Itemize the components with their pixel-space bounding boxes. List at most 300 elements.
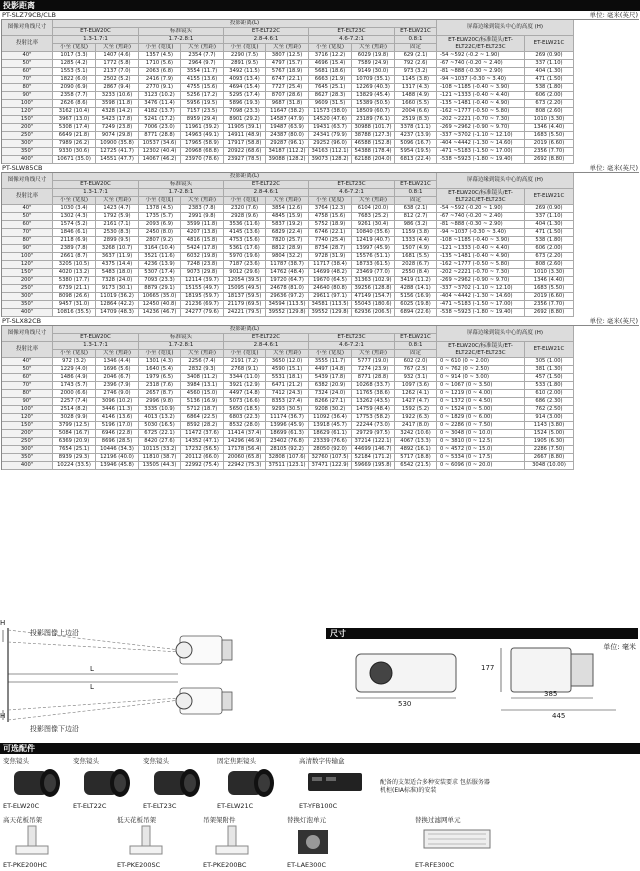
projector-drawing (326, 640, 638, 740)
table-cell: 8771 (28.8) (139, 132, 181, 140)
table-cell: 3764 (12.3) (309, 205, 352, 213)
table-cell: 1792 (5.9) (96, 213, 139, 221)
table-cell: 3205 (10.5) (53, 261, 96, 269)
table-cell: 37214 (122.1) (352, 438, 395, 446)
table-cell: 7248 (23.8) (181, 261, 224, 269)
accessory-category: 变焦镜头 (73, 757, 99, 765)
screen-size: 400" (2, 156, 53, 164)
table-cell: 19487 (63.9) (266, 124, 309, 132)
table-cell: 3807 (12.5) (266, 52, 309, 60)
table-cell: 21236 (69.7) (181, 301, 224, 309)
table-cell: 14762 (48.4) (266, 269, 309, 277)
table-cell: 2768 (9.1) (224, 366, 266, 374)
table-cell: 1143 (3.80) (525, 422, 574, 430)
diagram-top-label: 投影图像上边沿 (30, 629, 79, 637)
table-cell: 9074 (29.8) (96, 132, 139, 140)
table-cell: 1302 (4.3) (53, 213, 96, 221)
table-cell: 3536 (11.6) (224, 221, 266, 229)
table-cell: 2867 (9.4) (96, 84, 139, 92)
table-cell: 9208 (30.2) (309, 406, 352, 414)
table-cell: 1145 (3.8) (395, 76, 437, 84)
table-cell: 2389 (7.8) (53, 245, 96, 253)
table-cell: 8098 (26.6) (53, 293, 96, 301)
model-name: PT-SLW85CB (2, 164, 43, 172)
wide-label: 小至 (宽度) (309, 197, 352, 205)
elw21c-header: ET-ELW21C (525, 189, 574, 205)
table-cell: 2657 (8.7) (139, 390, 181, 398)
table-cell: 9728 (31.9) (309, 253, 352, 261)
table-cell: 17965 (58.9) (181, 140, 224, 148)
table-cell: 792 (2.6) (395, 60, 437, 68)
table-cell: 2354 (7.7) (181, 52, 224, 60)
table-cell: 7328 (24.0) (96, 277, 139, 285)
combo-lens-header: ET-ELW20C/标准镜头/ET-ELT22C/ET-ELT23C (437, 189, 525, 205)
table-cell: 15389 (50.5) (352, 100, 395, 108)
table-cell: 1301 (4.3) (139, 358, 181, 366)
screen-size: 80" (2, 237, 53, 245)
height-header: 屏幕边缘到镜头中心的高度 (H) (437, 20, 574, 36)
screen-size: 120" (2, 261, 53, 269)
table-cell: -471 ~5183 (-1.50 ~ 17.00) (437, 301, 525, 309)
lens-name: ET-ELT22C (224, 181, 309, 189)
table-cell: 55043 (180.6) (352, 301, 395, 309)
table-cell: 5531 (18.1) (266, 374, 309, 382)
table-cell: 1592 (5.2) (395, 406, 437, 414)
tele-label: 大至 (焦距) (96, 197, 139, 205)
model-name: PT-SLZ79CB/CLB (2, 11, 56, 19)
table-cell: 9073 (29.8) (181, 269, 224, 277)
table-cell: -67 ~740 (-0.20 ~ 2.40) (437, 60, 525, 68)
table-cell: 11019 (36.2) (96, 293, 139, 301)
table-cell: 9012 (29.6) (224, 269, 266, 277)
size-header: 图像对角线尺寸 (2, 20, 53, 36)
screen-size: 100" (2, 406, 53, 414)
table-cell: 1017 (3.3) (53, 52, 96, 60)
table-cell: 20112 (66.0) (181, 454, 224, 462)
table-cell: 6946 (22.8) (96, 430, 139, 438)
table-cell: 4753 (15.6) (224, 237, 266, 245)
table-cell: 305 (1.00) (525, 358, 574, 366)
table-cell: 6864 (22.5) (181, 414, 224, 422)
table-cell: 4093 (13.4) (224, 76, 266, 84)
table-cell: 6813 (22.4) (395, 156, 437, 164)
table-cell: 0 ~ 2286 (0 ~ 7.50) (437, 422, 525, 430)
table-cell: 1507 (4.9) (395, 245, 437, 253)
lens-name: 标准镜头 (139, 334, 224, 342)
table-cell: 8939 (29.3) (53, 454, 96, 462)
table-cell: 28105 (92.2) (266, 446, 309, 454)
table-cell: 8734 (28.7) (309, 245, 352, 253)
table-cell: 3716 (12.2) (309, 52, 352, 60)
screen-size: 350" (2, 454, 53, 462)
table-cell: 7093 (23.3) (139, 277, 181, 285)
table-cell: 5752 (18.9) (309, 221, 352, 229)
table-cell: 9687 (31.8) (266, 100, 309, 108)
table-cell: 5956 (19.5) (181, 100, 224, 108)
diagram-l1: L (90, 665, 94, 673)
table-cell: 62936 (206.5) (352, 309, 395, 317)
table-cell: 4816 (15.8) (181, 237, 224, 245)
table-cell: 337 (1.10) (525, 213, 574, 221)
table-cell: 2891 (9.5) (224, 60, 266, 68)
header-bar: 投影距离 (0, 0, 640, 11)
table-cell: 5970 (19.6) (224, 253, 266, 261)
table-cell: 28050 (92.0) (309, 446, 352, 454)
table-cell: 5196 (17.0) (96, 422, 139, 430)
table-cell: 1010 (3.30) (525, 269, 574, 277)
table-cell: 0 ~ 3810 (0 ~ 12.5) (437, 438, 525, 446)
table-cell: 6104 (20.0) (352, 205, 395, 213)
table-cell: 11810 (38.7) (139, 454, 181, 462)
table-cell: 34187 (112.2) (266, 148, 309, 156)
screen-size: 90" (2, 398, 53, 406)
unit-label: 单位: 毫米(英尺) (589, 317, 638, 325)
table-cell: 14067 (46.2) (139, 156, 181, 164)
table-cell: 2417 (8.0) (395, 422, 437, 430)
model-row (0, 11, 640, 19)
accessory-code: ET-LAE300C (287, 861, 327, 869)
table-cell: 610 (2.00) (525, 390, 574, 398)
table-cell: 14911 (48.9) (224, 132, 266, 140)
table-cell: 8266 (27.1) (309, 398, 352, 406)
table-cell: 13262 (43.5) (352, 398, 395, 406)
table-cell: 32808 (107.6) (266, 454, 309, 462)
dimensions-title: 尺寸 (326, 628, 638, 639)
table-cell: 12864 (42.2) (96, 301, 139, 309)
table-cell: 8627 (28.3) (309, 92, 352, 100)
table-cell: 15576 (51.1) (352, 253, 395, 261)
unit-label: 单位: 毫米(英尺) (589, 164, 638, 172)
table-cell: 39088 (128.2) (266, 156, 309, 164)
screen-size: 300" (2, 140, 53, 148)
table-cell: 2286 (7.50) (525, 446, 574, 454)
table-cell: 24678 (81.0) (266, 285, 309, 293)
model-row (0, 317, 640, 325)
screen-size: 100" (2, 100, 53, 108)
tele-label: 大至 (焦距) (266, 44, 309, 52)
table-cell: 5096 (16.7) (395, 140, 437, 148)
screen-size: 80" (2, 390, 53, 398)
table-cell: 11717 (38.4) (309, 261, 352, 269)
table-cell: -135 ~1481 (-0.40 ~ 4.90) (437, 253, 525, 261)
fixed-label: 固定 (395, 197, 437, 205)
table-cell: 12419 (40.7) (352, 237, 395, 245)
table-cell: 6747 (22.1) (266, 76, 309, 84)
projection-table (1, 19, 639, 164)
accessory-category: 吊架架附件 (203, 816, 236, 824)
table-cell: 14520 (47.6) (309, 116, 352, 124)
wide-label: 小至 (宽度) (139, 197, 181, 205)
combo-lens-header: ET-ELW20C/标准镜头/ET-ELT22C/ET-ELT23C (437, 342, 525, 358)
table-cell: 23927 (78.5) (224, 156, 266, 164)
table-cell: -81 ~888 (-0.30 ~ 2.90) (437, 68, 525, 76)
table-cell: -269 ~2962 (-0.90 ~ 9.70) (437, 124, 525, 132)
table-cell: -135 ~1481 (-0.40 ~ 4.90) (437, 100, 525, 108)
table-cell: 18629 (61.1) (309, 430, 352, 438)
table-cell: 10115 (33.2) (139, 446, 181, 454)
table-cell: 4067 (13.3) (395, 438, 437, 446)
table-cell: 2019 (6.60) (525, 293, 574, 301)
table-cell: 11472 (37.6) (181, 430, 224, 438)
table-cell: 4694 (15.4) (224, 84, 266, 92)
screen-size: 120" (2, 108, 53, 116)
table-cell: 2019 (6.60) (525, 140, 574, 148)
table-cell: 2356 (7.70) (525, 148, 574, 156)
table-cell: -471 ~5183 (-1.50 ~ 17.00) (437, 148, 525, 156)
tele-label: 大至 (焦距) (96, 44, 139, 52)
wide-label: 小至 (宽度) (53, 197, 96, 205)
table-cell: 7187 (23.6) (224, 261, 266, 269)
screen-size: 50" (2, 366, 53, 374)
table-cell: 1553 (5.1) (53, 68, 96, 76)
table-cell: 47149 (154.7) (352, 293, 395, 301)
table-cell: 2770 (9.1) (139, 84, 181, 92)
table-cell: 1262 (4.1) (395, 390, 437, 398)
table-cell: 3268 (10.7) (96, 245, 139, 253)
table-cell: 808 (2.60) (525, 261, 574, 269)
accessory-item (412, 815, 512, 871)
table-cell: 10816 (35.5) (53, 309, 96, 317)
accessory-code: ET-RFE300C (415, 861, 455, 869)
table-cell: 6803 (22.3) (224, 414, 266, 422)
table-cell: 1979 (6.5) (139, 374, 181, 382)
table-cell: 5084 (16.7) (53, 430, 96, 438)
table-cell: 1159 (3.8) (395, 229, 437, 237)
table-cell: 2063 (6.8) (139, 68, 181, 76)
table-cell: 269 (0.90) (525, 205, 574, 213)
table-cell: 1346 (4.4) (96, 358, 139, 366)
table-cell: 6471 (21.2) (266, 382, 309, 390)
distance-header: 投影距离(L) (53, 20, 437, 28)
table-cell: 4696 (15.4) (309, 60, 352, 68)
table-cell: 3096 (10.2) (96, 398, 139, 406)
table-cell: 2046 (6.7) (96, 374, 139, 382)
accessory-item (114, 815, 214, 871)
table-cell: 38788 (127.3) (352, 132, 395, 140)
projection-tables (0, 11, 640, 470)
table-cell: 1922 (6.3) (395, 414, 437, 422)
tele-label: 大至 (焦距) (266, 197, 309, 205)
wide-label: 小至 (宽度) (224, 44, 266, 52)
table-cell: 1357 (4.5) (139, 52, 181, 60)
table-cell: 14296 (46.9) (224, 438, 266, 446)
table-cell: 1486 (4.9) (53, 374, 96, 382)
table-cell: 4845 (15.9) (266, 213, 309, 221)
table-cell: 2028 (6.7) (395, 261, 437, 269)
table-cell: 1846 (6.1) (53, 229, 96, 237)
table-cell: 13505 (44.3) (139, 462, 181, 470)
table-cell: 762 (2.50) (525, 406, 574, 414)
table-cell: 9173 (30.1) (96, 285, 139, 293)
table-cell: 471 (1.50) (525, 229, 574, 237)
throw-ratio-label: 投射比率 (2, 342, 53, 358)
table-cell: 10840 (35.6) (352, 229, 395, 237)
table-cell: 7683 (25.2) (352, 213, 395, 221)
table-cell: 7989 (26.2) (53, 140, 96, 148)
tele-label: 大至 (焦距) (352, 350, 395, 358)
table-cell: 46588 (152.8) (352, 140, 395, 148)
table-cell: 17917 (58.8) (224, 140, 266, 148)
throw-ratio: 1.3-1.7:1 (53, 36, 139, 44)
table-cell: 11905 (39.1) (224, 124, 266, 132)
table-cell: 10671 (35.0) (53, 156, 96, 164)
table-cell: 5380 (17.7) (53, 277, 96, 285)
throw-ratio: 1.3-1.7:1 (53, 189, 139, 197)
table-cell: 1427 (4.7) (395, 398, 437, 406)
table-cell: 9149 (30.0) (352, 68, 395, 76)
table-cell: 1735 (5.7) (139, 213, 181, 221)
accessory-category: 替换灯泡单元 (287, 816, 326, 824)
table-cell: 3492 (11.5) (224, 68, 266, 76)
table-cell: 2383 (7.8) (181, 205, 224, 213)
table-cell: 638 (2.1) (395, 205, 437, 213)
screen-size: 40" (2, 205, 53, 213)
table-cell: 812 (2.7) (395, 213, 437, 221)
table-cell: 1030 (3.4) (53, 205, 96, 213)
height-header: 屏幕边缘到镜头中心的高度 (H) (437, 326, 574, 342)
table-cell: 5073 (16.6) (224, 398, 266, 406)
table-cell: 2000 (6.6) (53, 390, 96, 398)
table-cell: 24277 (79.6) (181, 309, 224, 317)
screen-size: 120" (2, 414, 53, 422)
table-cell: 6725 (22.1) (139, 430, 181, 438)
table-cell: 29729 (97.5) (352, 430, 395, 438)
table-cell: 0 ~ 4572 (0 ~ 15.0) (437, 446, 525, 454)
tele-label: 大至 (焦距) (352, 197, 395, 205)
screen-size: 150" (2, 116, 53, 124)
tele-label: 大至 (焦距) (352, 44, 395, 52)
table-cell: 1346 (4.40) (525, 277, 574, 285)
table-cell: 2090 (6.9) (53, 84, 96, 92)
table-cell: 12114 (39.7) (181, 277, 224, 285)
lens-name: ET-ELW20C (53, 28, 139, 36)
table-cell: 12269 (40.3) (352, 84, 395, 92)
table-cell: 12725 (41.7) (96, 148, 139, 156)
table-cell: -202 ~2221 (-0.70 ~ 7.30) (437, 269, 525, 277)
table-cell: 0 ~ 1219 (0 ~ 4.00) (437, 390, 525, 398)
table-cell: 5423 (17.8) (96, 116, 139, 124)
table-cell: 1822 (6.0) (53, 76, 96, 84)
wide-label: 小至 (宽度) (224, 197, 266, 205)
table-cell: 34581 (113.5) (309, 301, 352, 309)
table-cell: 3335 (10.9) (139, 406, 181, 414)
table-cell: 6032 (19.8) (181, 253, 224, 261)
table-cell: -94 ~1037 (-0.30 ~ 3.40) (437, 76, 525, 84)
table-cell: 3242 (10.6) (395, 430, 437, 438)
accessory-code: ET-PKE200BC (203, 861, 247, 869)
model-name: PT-SLX82CB (2, 317, 42, 325)
table-cell: 52184 (171.2) (352, 454, 395, 462)
table-cell: 10446 (34.3) (96, 446, 139, 454)
table-cell: 1681 (5.5) (395, 253, 437, 261)
distance-header: 投影距离(L) (53, 326, 437, 334)
table-cell: 11961 (39.2) (181, 124, 224, 132)
table-cell: 1010 (3.30) (525, 116, 574, 124)
screen-size: 90" (2, 92, 53, 100)
screen-size: 350" (2, 301, 53, 309)
accessory-category: 变焦镜头 (143, 757, 169, 765)
lens-name: ET-ELW21C (395, 28, 437, 36)
table-cell: 5483 (18.0) (96, 269, 139, 277)
table-cell: 2257 (7.4) (53, 398, 96, 406)
table-cell: -202 ~2221 (-0.70 ~ 7.30) (437, 116, 525, 124)
table-cell: 3123 (10.2) (139, 92, 181, 100)
accessory-item (284, 815, 384, 871)
table-cell: 0 ~ 1524 (0 ~ 5.00) (437, 406, 525, 414)
table-cell: 22992 (75.4) (181, 462, 224, 470)
table-cell: 24387 (80.0) (266, 132, 309, 140)
screen-size: 150" (2, 422, 53, 430)
table-cell: 39073 (128.2) (309, 156, 352, 164)
accessory-item (0, 815, 100, 871)
lens-name: 标准镜头 (139, 28, 224, 36)
table-cell: 39552 (129.8) (309, 309, 352, 317)
table-cell: 12302 (40.4) (139, 148, 181, 156)
table-cell: 3476 (11.4) (139, 100, 181, 108)
screen-size: 70" (2, 382, 53, 390)
table-cell: 62188 (204.0) (352, 156, 395, 164)
table-cell: 5954 (19.5) (395, 148, 437, 156)
table-cell: 4375 (14.4) (96, 261, 139, 269)
accessory-category: 变焦镜头 (3, 757, 29, 765)
screen-size: 250" (2, 438, 53, 446)
table-cell: 1743 (5.7) (53, 382, 96, 390)
accessory-category: 替换过滤网单元 (415, 816, 461, 824)
table-cell: 3048 (10.00) (525, 462, 574, 470)
table-cell: 4560 (15.0) (181, 390, 224, 398)
table-cell: 37471 (122.9) (309, 462, 352, 470)
screen-size: 60" (2, 221, 53, 229)
table-cell: 932 (3.1) (395, 374, 437, 382)
table-cell: 973 (3.2) (395, 68, 437, 76)
table-cell: 404 (1.30) (525, 68, 574, 76)
table-cell: 13996 (45.9) (266, 422, 309, 430)
table-cell: 2191 (7.2) (224, 358, 266, 366)
accessory-code: ET-ELW20C (3, 802, 40, 810)
table-cell: 686 (2.30) (525, 398, 574, 406)
table-cell: 673 (2.20) (525, 100, 574, 108)
screen-size: 70" (2, 76, 53, 84)
table-cell: 9457 (31.0) (53, 301, 96, 309)
table-cell: 8696 (28.5) (96, 438, 139, 446)
table-cell: 381 (1.30) (525, 366, 574, 374)
table-cell: 2807 (9.2) (139, 237, 181, 245)
table-cell: 1640 (5.4) (139, 366, 181, 374)
table-cell: 8812 (28.9) (266, 245, 309, 253)
table-cell: 8771 (28.8) (352, 374, 395, 382)
table-cell: 8959 (29.4) (181, 116, 224, 124)
table-cell: -54 ~592 (-0.20 ~ 1.90) (437, 205, 525, 213)
dim-depth1: 385 (544, 690, 558, 698)
table-cell: 54388 (178.4) (352, 148, 395, 156)
table-cell: 3521 (11.6) (139, 253, 181, 261)
table-cell: 1660 (5.5) (395, 100, 437, 108)
diagram-h-bottom: H (0, 712, 6, 720)
table-cell: 32760 (107.5) (309, 454, 352, 462)
table-cell: 2161 (7.1) (96, 221, 139, 229)
lens-name: ET-ELW21C (395, 334, 437, 342)
table-cell: 5681 (18.6) (309, 68, 352, 76)
tele-label: 大至 (焦距) (181, 350, 224, 358)
throw-ratio: 0.8:1 (395, 342, 437, 350)
table-cell: 6542 (21.5) (395, 462, 437, 470)
table-cell: 1423 (4.7) (96, 205, 139, 213)
table-cell: 4020 (13.2) (53, 269, 96, 277)
table-cell: 6663 (21.9) (309, 76, 352, 84)
lens-name: ET-ELT22C (224, 334, 309, 342)
diagram-bottom-label: 投影图像下边沿 (30, 725, 79, 733)
dim-width: 530 (398, 700, 412, 708)
